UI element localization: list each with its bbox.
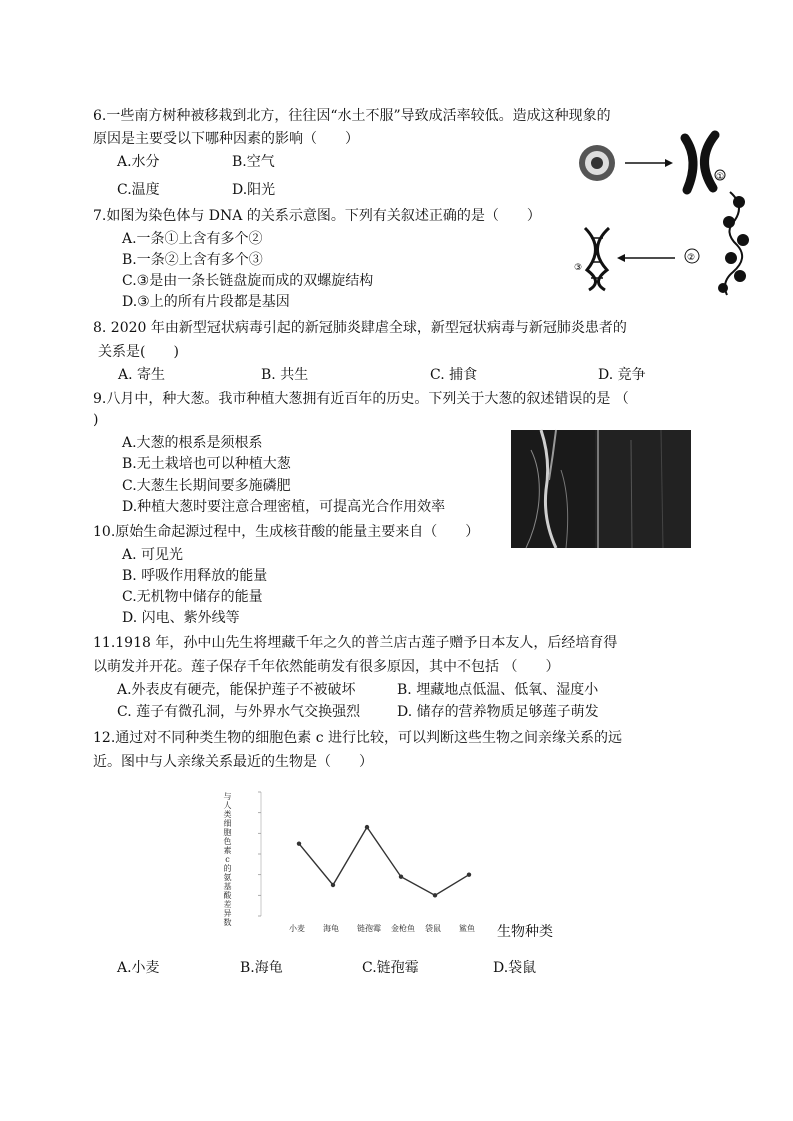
- cytochrome-chart: [215, 780, 575, 945]
- q11-option-b[interactable]: B. 埋藏地点低温、低氧、湿度小: [397, 682, 599, 698]
- figure-label-3: ③: [574, 263, 583, 273]
- q7-option-b[interactable]: B.一条②上含有多个③: [122, 252, 263, 268]
- q12-stem-line2: 近。图中与人亲缘关系最近的生物是（ ）: [93, 754, 373, 770]
- q6-stem-line2: 原因是主要受以下哪种因素的影响（ ）: [93, 131, 359, 147]
- chart-point-0: [297, 841, 301, 845]
- q11-option-d[interactable]: D. 储存的营养物质足够莲子萌发: [397, 704, 599, 720]
- q8-option-d[interactable]: D. 竞争: [598, 367, 646, 383]
- q10-option-b[interactable]: B. 呼吸作用释放的能量: [122, 568, 268, 584]
- q6-option-b[interactable]: B.空气: [232, 154, 275, 170]
- q7-stem: 7.如图为染色体与 DNA 的关系示意图。下列有关叙述正确的是（ ）: [93, 208, 541, 224]
- q12-stem-line1: 12.通过对不同种类生物的细胞色素 c 进行比较，可以判断这些生物之间亲缘关系的远: [93, 730, 623, 746]
- figure-label-2: ②: [687, 253, 696, 263]
- q12-option-b[interactable]: B.海龟: [240, 960, 283, 976]
- q12-option-d[interactable]: D.袋鼠: [493, 960, 537, 976]
- q9-stem-line1: 9.八月中，种大葱。我市种植大葱拥有近百年的历史。下列关于大葱的叙述错误的是 （: [93, 391, 629, 407]
- q11-option-a[interactable]: A.外表皮有硬壳，能保护莲子不被破坏: [117, 682, 356, 698]
- green-onion-photo: [511, 430, 691, 548]
- chart-ylabel: 与人类细胞色素c的氨基酸差异数: [223, 792, 232, 927]
- figure-label-1: ①: [716, 172, 725, 182]
- q8-stem-line2: 关系是( ): [98, 344, 179, 360]
- chart-category-label: 小麦: [289, 924, 305, 933]
- q9-option-d[interactable]: D.种植大葱时要注意合理密植，可提高光合作用效率: [122, 499, 446, 515]
- q7-option-c[interactable]: C.③是由一条长链盘旋而成的双螺旋结构: [122, 273, 374, 289]
- q12-option-c[interactable]: C.链孢霉: [362, 960, 419, 976]
- chart-point-3: [399, 875, 403, 879]
- q7-option-a[interactable]: A.一条①上含有多个②: [122, 231, 263, 247]
- chart-category-label: 金枪鱼: [391, 924, 415, 933]
- q8-option-c[interactable]: C. 捕食: [430, 367, 478, 383]
- q10-option-d[interactable]: D. 闪电、紫外线等: [122, 610, 240, 626]
- chart-point-5: [467, 872, 471, 876]
- chart-point-4: [433, 893, 437, 897]
- chart-series-line: [299, 827, 469, 895]
- q9-option-a[interactable]: A.大葱的根系是须根系: [122, 435, 263, 451]
- chart-category-label: 海龟: [323, 924, 339, 933]
- q11-stem-line2: 以萌发并开花。莲子保存千年依然能萌发有很多原因，其中不包括 （ ）: [93, 659, 560, 675]
- chart-category-label: 袋鼠: [425, 924, 441, 933]
- q8-stem-line1: 8. 2020 年由新型冠状病毒引起的新冠肺炎肆虐全球，新型冠状病毒与新冠肺炎患者的: [93, 320, 627, 336]
- q11-stem-line1: 11.1918 年，孙中山先生将埋藏千年之久的普兰店古莲子赠予日本友人，后经培育得: [93, 635, 618, 651]
- chart-xlabel: 生物种类: [497, 924, 553, 940]
- q10-option-a[interactable]: A. 可见光: [122, 547, 184, 563]
- q8-option-a[interactable]: A. 寄生: [118, 367, 166, 383]
- q6-stem-line1: 6.一些南方树种被移栽到北方，往往因“水土不服”导致成活率较低。造成这种现象的: [93, 108, 611, 124]
- chart-category-label: 鲨鱼: [459, 924, 475, 933]
- q9-option-c[interactable]: C.大葱生长期间要多施磷肥: [122, 478, 291, 494]
- q6-option-d[interactable]: D.阳光: [232, 182, 276, 198]
- chart-point-2: [365, 825, 369, 829]
- q8-option-b[interactable]: B. 共生: [261, 367, 309, 383]
- chart-category-label: 链孢霉: [357, 924, 381, 933]
- chromosome-dna-figure: [575, 130, 755, 300]
- q10-option-c[interactable]: C.无机物中储存的能量: [122, 589, 263, 605]
- q9-stem-line2: ): [93, 412, 99, 428]
- q9-option-b[interactable]: B.无土栽培也可以种植大葱: [122, 456, 291, 472]
- q6-option-c[interactable]: C.温度: [117, 182, 160, 198]
- q11-option-c[interactable]: C. 莲子有微孔洞，与外界水气交换强烈: [117, 704, 361, 720]
- chart-point-1: [331, 883, 335, 887]
- q6-option-a[interactable]: A.水分: [117, 154, 160, 170]
- q7-option-d[interactable]: D.③上的所有片段都是基因: [122, 294, 290, 310]
- q10-stem: 10.原始生命起源过程中，生成核苷酸的能量主要来自（ ）: [93, 524, 480, 540]
- q12-option-a[interactable]: A.小麦: [117, 960, 160, 976]
